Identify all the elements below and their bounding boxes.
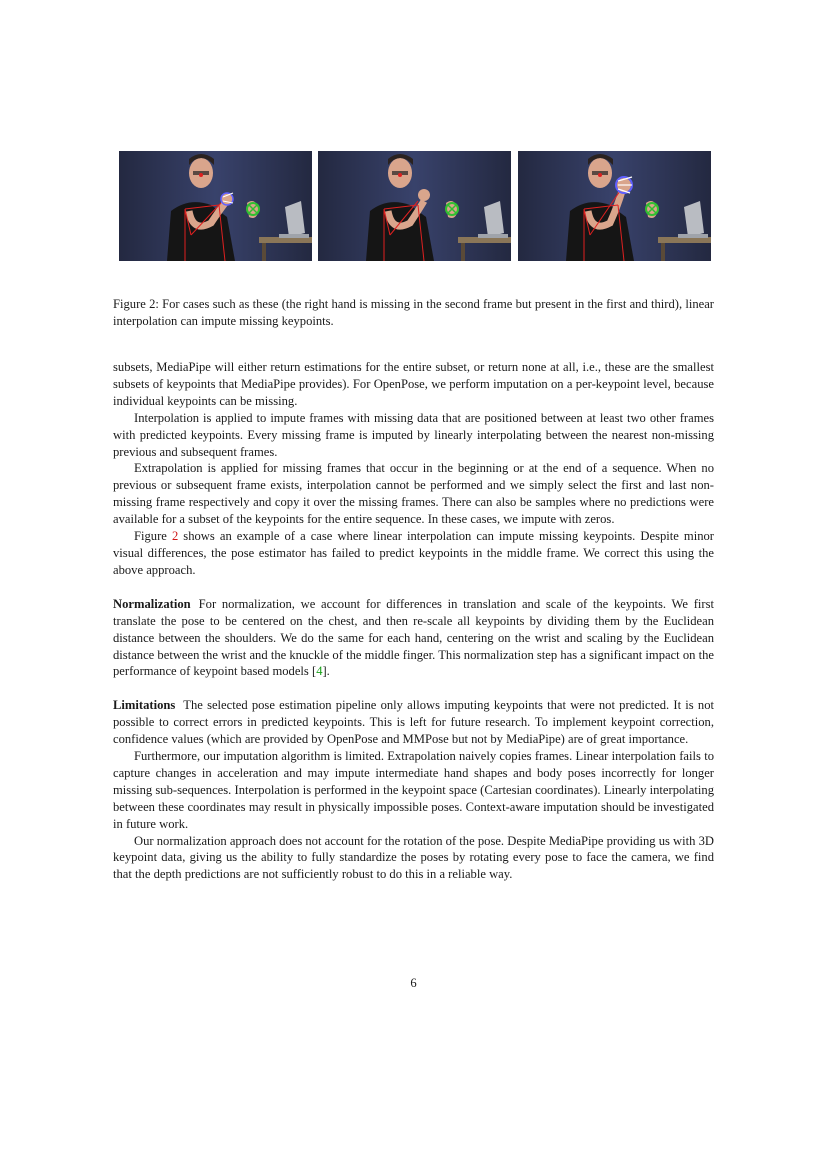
text: ]. <box>322 664 330 679</box>
paragraph-subsets: subsets, MediaPipe will either return estimations for the entire subset, or return none at all, i.e., these are the smallest subsets of keypoints that MediaPipe provides). For OpenPose, we perform imputation on a per-keypoint level, because individual keypoints can be missing. <box>113 360 714 408</box>
normalization-heading: Normalization <box>113 596 191 611</box>
video-frame-3 <box>518 151 711 261</box>
frame-3-image <box>518 151 711 261</box>
paragraph-limitations <box>113 697 714 748</box>
page-number: 6 <box>410 976 417 990</box>
citation-4-link[interactable]: 4 <box>316 664 323 679</box>
frame-2-image <box>318 151 511 261</box>
text: Figure <box>134 529 172 544</box>
paragraph-normalization <box>113 596 714 681</box>
paragraph-rotation: Our normalization approach does not account for the rotation of the pose. Despite MediaPipe providing us with 3D keypoint data, giving us the ability to fully standardize the poses by rotating every pose to face the camera, we find that the depth predictions are not sufficiently robust to do this in a reliable way. <box>113 833 714 882</box>
frame-1-image <box>119 151 312 261</box>
body-text <box>113 359 714 883</box>
figure-2-link[interactable]: 2 <box>171 529 179 544</box>
text: The selected pose estimation pipeline only allows imputing keypoints that were not predicted. It is not possible to correct errors in predicted keypoints. This is left for future research. To implement keypoint correction, confidence values (which are provided by OpenPose and MMPose but not by MediaPipe) are of great importance. <box>113 698 714 747</box>
video-frame-2 <box>318 151 511 261</box>
text: For normalization, we account for differences in translation and scale of the keypoints. We first translate the pose to be centered on the chest, and then re-scale all keypoints by dividing them by the Euclidean distance between the shoulders. We do the same for each hand, centering on the wrist and scaling by the Euclidean distance between the wrist and the knuckle of the middle finger. This normalization step has a significant impact on the performance of keypoint based models [ <box>113 596 714 679</box>
video-frame-1 <box>119 151 312 261</box>
paragraph-figure-reference <box>113 528 714 579</box>
text: shows an example of a case where linear interpolation can impute missing keypoints. Despite minor visual differences, the pose estimator has failed to predict keypoints in the middle frame. We correct this using the above approach. <box>113 529 715 577</box>
limitations-heading: Limitations <box>113 698 176 713</box>
paragraph-interpolation: Interpolation is applied to impute frames with missing data that are positioned between at least two other frames with predicted keypoints. Every missing frame is imputed by linearly interpolating between the nearest non-missing previous and subsequent frames. <box>113 410 714 459</box>
paragraph-imputation-limits: Furthermore, our imputation algorithm is limited. Extrapolation naively copies frames. Linear interpolation fails to capture changes in acceleration and may impute intermediate hand shapes and body poses incorrectly for longer missing sub-sequences. Interpolation is performed in the keypoint space (Cartesian coordinates). Linearly interpolating between these coordinates may result in physically impossible poses. Context-aware imputation should be investigated in future work. <box>113 749 714 831</box>
paragraph-extrapolation: Extrapolation is applied for missing frames that occur in the beginning or at the end of a sequence. When no previous or subsequent frame exists, interpolation cannot be performed and we simply select the first and last non-missing frame respectively and copy it over the missing frames. There can also be samples where no predictions were available for a subset of the keypoints for the entire sequence. In these cases, we impute with zeros. <box>113 461 714 527</box>
figure-caption: Figure 2: For cases such as these (the right hand is missing in the second frame but present in the first and third), linear interpolation can impute missing keypoints. <box>113 297 714 328</box>
right-hand-keypoints <box>616 177 632 193</box>
figure-2 <box>119 151 711 261</box>
